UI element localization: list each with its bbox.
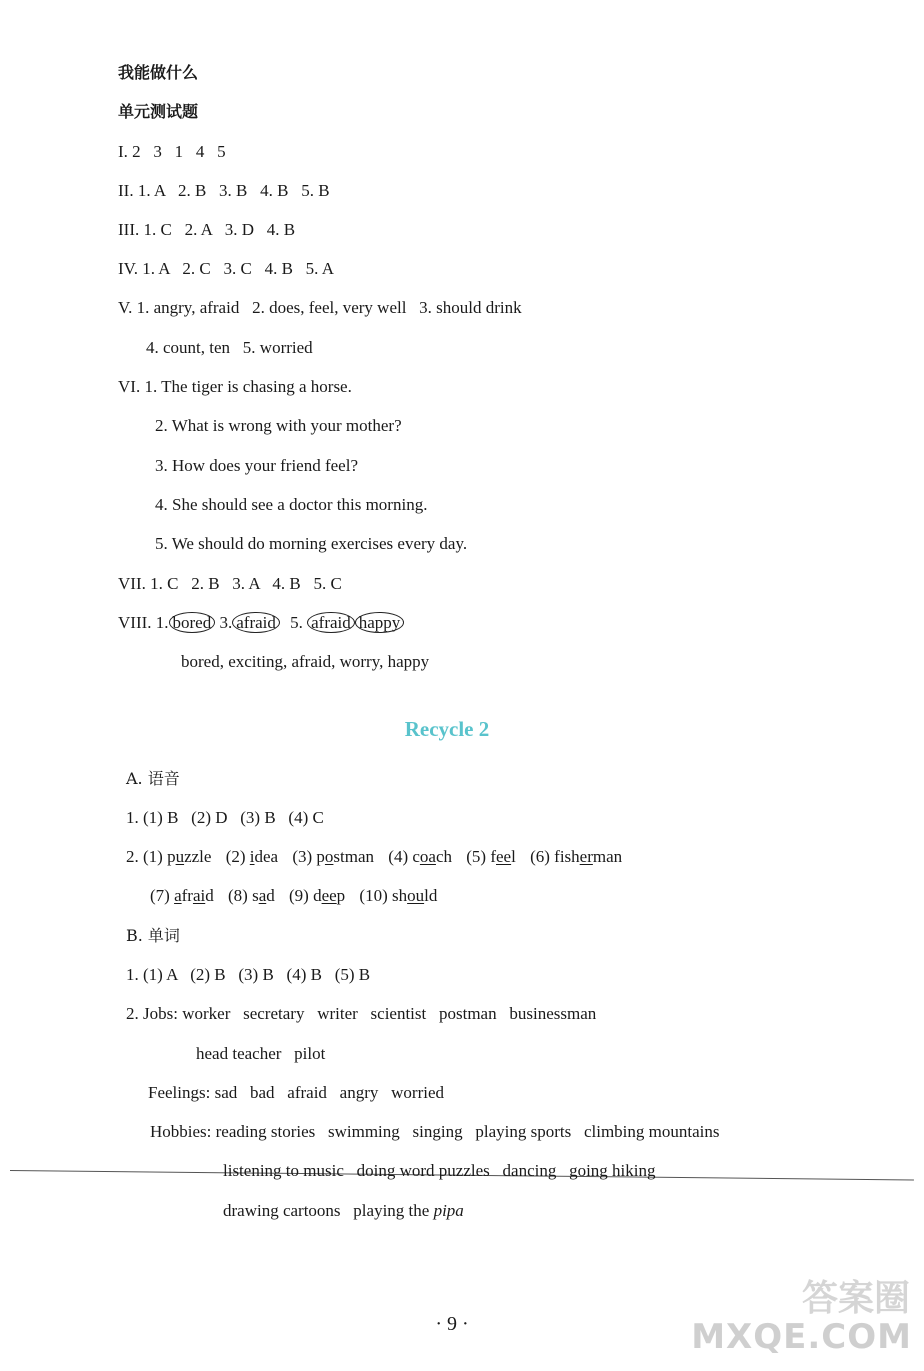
answer-q6-line5: 5. We should do morning exercises every day. [155,534,468,553]
heading-what-can-i-do: 我能做什么 [118,63,199,82]
a2-item-10: (10) should [359,886,438,905]
q8-num3: 3. [219,613,233,632]
answer-q8-line1 [118,612,404,634]
answer-b1: 1. (1) A (2) B (3) B (4) B (5) B [126,965,371,984]
answer-q6-line4: 4. She should see a doctor this morning. [155,495,428,514]
a2-item-3: (3) postman [292,847,375,866]
answer-q4: IV. 1. A 2. C 3. C 4. B 5. A [118,259,335,278]
a2-item-6: (6) fisherman [530,847,623,866]
answer-b2-hobbies-cont1: listening to music doing word puzzles dancing going hiking [223,1161,656,1180]
a2-item-9: (9) deep [288,886,346,905]
answer-q1: I. 2 3 1 4 5 [118,142,226,161]
answer-q8-line2: bored, exciting, afraid, worry, happy [181,652,430,671]
answer-q2: II. 1. A 2. B 3. B 4. B 5. B [118,181,330,200]
a2-item-5: (5) feel [466,847,516,866]
answer-b2-jobs-cont: head teacher pilot [196,1044,326,1063]
watermark-logo-text: 答案圈 [801,1278,910,1319]
answer-q6-line2: 2. What is wrong with your mother? [155,416,402,435]
watermark-url: MXQE.COM [691,1317,912,1357]
answer-a2-line1 [126,846,622,868]
q8-num5: 5. [290,613,303,632]
answer-q3: III. 1. C 2. A 3. D 4. B [118,220,296,239]
answer-a1: 1. (1) B (2) D (3) B (4) C [126,808,324,827]
a2-item-8: (8) sad [227,886,275,905]
a2-item-2: (2) idea [225,847,279,866]
answer-b2-jobs: 2. Jobs: worker secretary writer scientist postman businessman [126,1004,597,1023]
q8-prefix: VIII. 1. [118,613,169,632]
circled-word-bored: bored [169,612,216,633]
answer-b2-hobbies: Hobbies: reading stories swimming singing playing sports climbing mountains [150,1122,720,1141]
answer-b2-hobbies-cont2: drawing cartoons playing the pipa [223,1201,464,1220]
circled-word-afraid-3: afraid [232,612,280,633]
pipa-word: pipa [433,1201,464,1220]
answer-q6-line3: 3. How does your friend feel? [155,456,358,475]
a2-item-7: (7) afraid [150,886,214,905]
answer-q5-line1: V. 1. angry, afraid 2. does, feel, very well 3. should drink [118,298,522,317]
section-a-phonics: A. 语音 [126,769,180,788]
answer-q6-line1: VI. 1. The tiger is chasing a horse. [118,377,352,396]
circled-word-happy: happy [355,612,405,633]
page-number: · 9 · [435,1313,469,1335]
answer-q5-line2: 4. count, ten 5. worried [146,338,313,357]
answer-b2-feelings: Feelings: sad bad afraid angry worried [148,1083,444,1102]
section-b-words: B. 单词 [126,926,180,945]
answer-a2-line2 [150,885,437,907]
a2-item-4: (4) coach [388,847,452,866]
heading-unit-test: 单元测试题 [118,102,199,121]
recycle-title: Recycle 2 [404,717,490,741]
answer-q7: VII. 1. C 2. B 3. A 4. B 5. C [118,574,342,593]
circled-word-afraid-5: afraid [307,612,355,633]
a2-item-1: (1) puzzle [143,847,212,866]
a2-number: 2. [126,847,139,866]
